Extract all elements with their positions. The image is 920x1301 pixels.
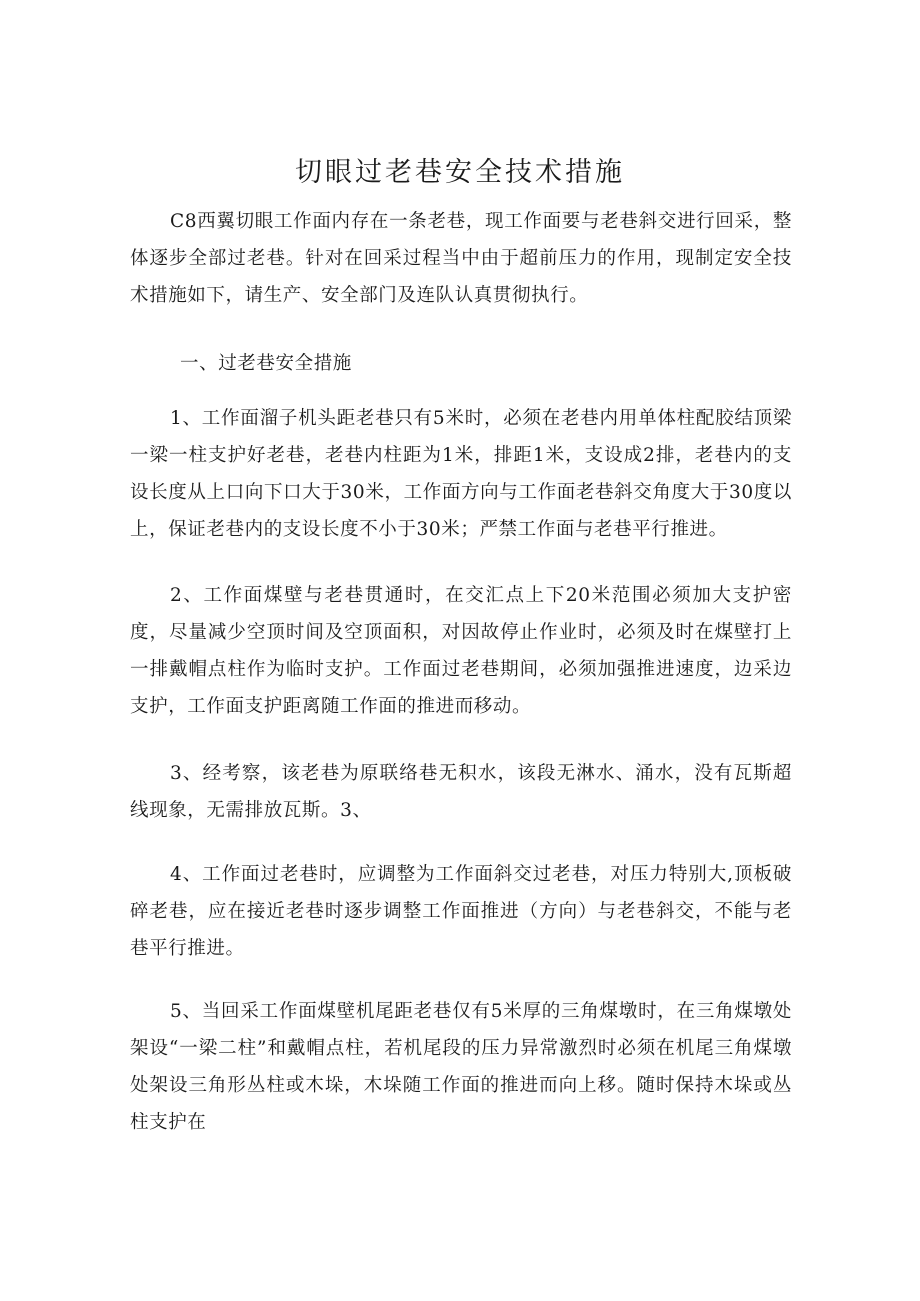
document-title: 切眼过老巷安全技术措施 [295, 157, 625, 188]
measure-item-3: 3、经考察，该老巷为原联络巷无积水，该段无淋水、涌水，没有瓦斯超线现象，无需排放瓦斯。3、 [130, 763, 792, 821]
measure-item-5: 5、当回采工作面煤壁机尾距老巷仅有5米厚的三角煤墩时，在三角煤墩处架设“一梁二柱”和戴帽点柱，若机尾段的压力异常激烈时必须在机尾三角煤墩处架设三角形丛柱或木垛，木垛随工作面的推进而向上移。随时保持木垛或丛柱支护在 [130, 1001, 792, 1133]
intro-paragraph: C8西翼切眼工作面内存在一条老巷，现工作面要与老巷斜交进行回采，整体逐步全部过老巷。针对在回采过程当中由于超前压力的作用，现制定安全技术措施如下，请生产、安全部门及连队认真贯彻执行。 [130, 211, 792, 306]
measure-item-4: 4、工作面过老巷时，应调整为工作面斜交过老巷，对压力特别大,顶板破碎老巷，应在接近老巷时逐步调整工作面推进（方向）与老巷斜交，不能与老巷平行推进。 [130, 864, 792, 959]
measure-item-1: 1、工作面溜子机头距老巷只有5米时，必须在老巷内用单体柱配胶结顶梁一梁一柱支护好老巷，老巷内柱距为1米，排距1米，支设成2排，老巷内的支设长度从上口向下口大于30米，工作面方向与工作面老巷斜交角度大于30度以上，保证老巷内的支设长度不小于30米；严禁工作面与老巷平行推进。 [130, 408, 792, 540]
measure-item-2: 2、工作面煤壁与老巷贯通时，在交汇点上下20米范围必须加大支护密度，尽量减少空顶时间及空顶面积，对因故停止作业时，必须及时在煤壁打上一排戴帽点柱作为临时支护。工作面过老巷期间，必须加强推进速度，边采边支护，工作面支护距离随工作面的推进而移动。 [130, 585, 792, 717]
section-heading: 一、过老巷安全措施 [180, 353, 352, 374]
